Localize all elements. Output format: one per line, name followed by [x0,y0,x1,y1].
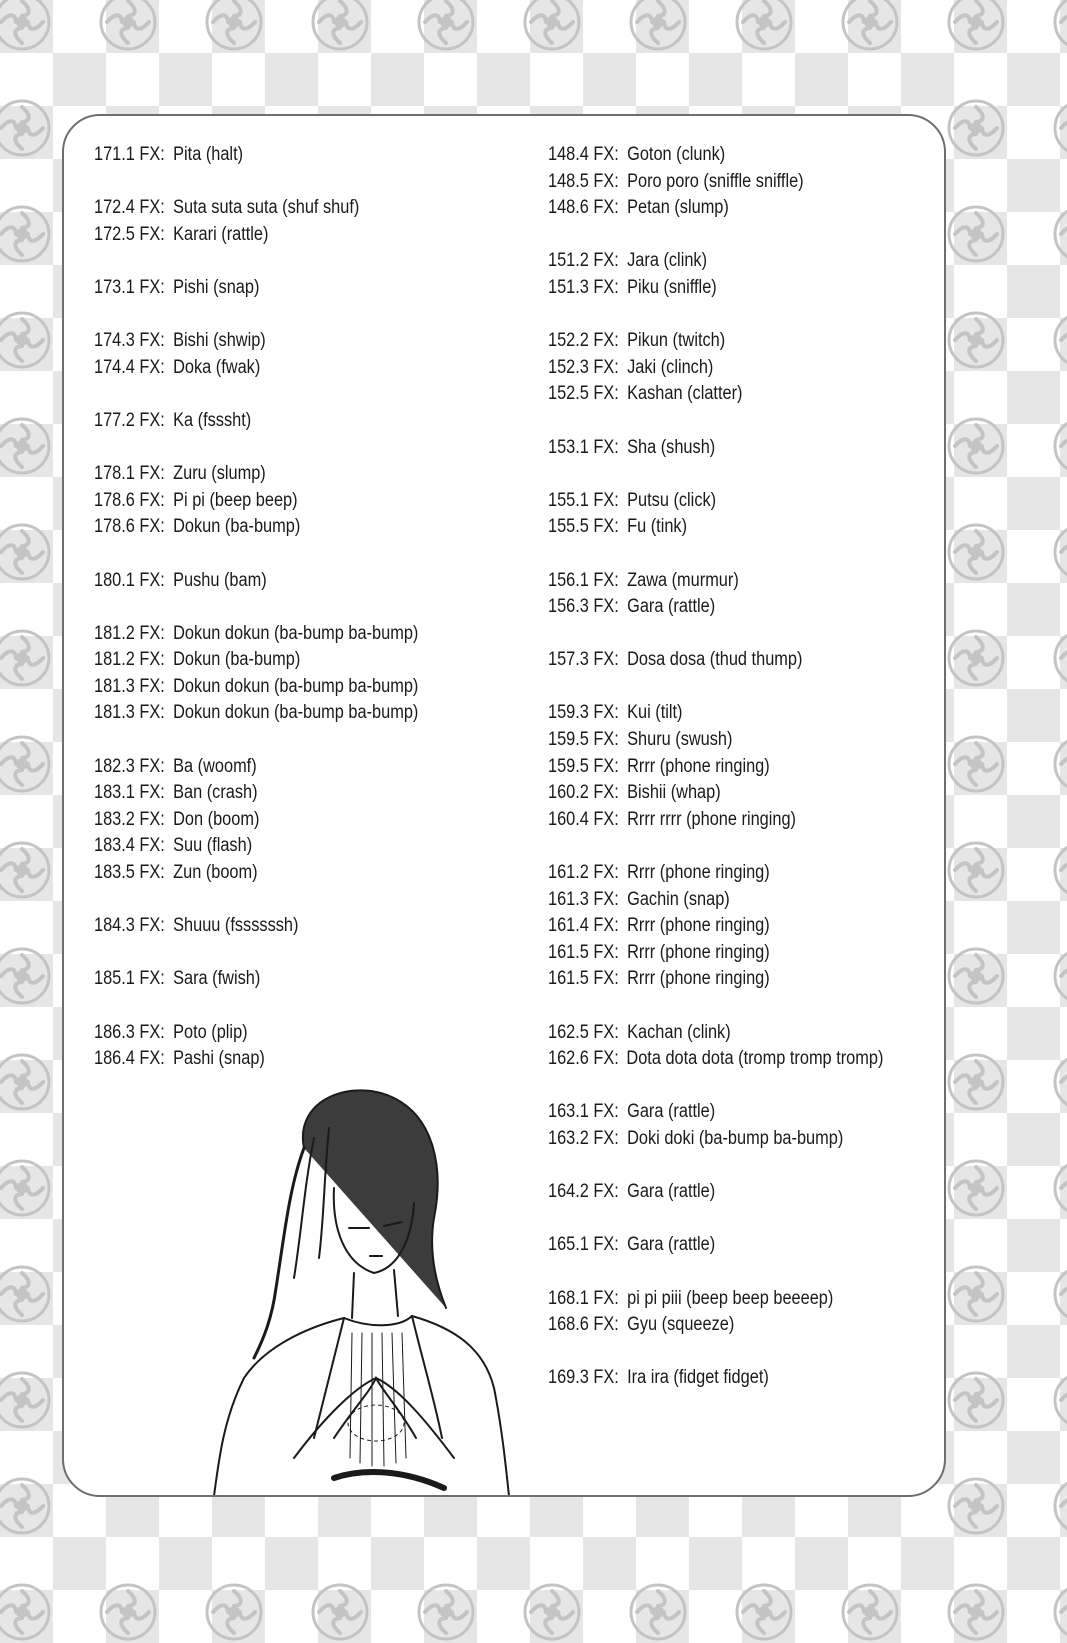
sfx-text: Ba (woomf) [173,755,257,777]
sfx-page-ref: 161.5 FX: [548,941,619,963]
sfx-group [548,1232,938,1259]
sfx-entry [548,1020,883,1047]
sfx-page-ref: 165.1 FX: [548,1234,619,1256]
sfx-page-ref: 156.1 FX: [548,569,619,591]
sfx-entry [548,780,883,807]
sfx-entry [94,222,455,249]
sfx-entry [548,169,883,196]
sfx-text: Rrrr (phone ringing) [627,862,770,884]
sfx-text: Pashi (snap) [173,1048,265,1070]
sfx-text: Jaki (clinch) [627,356,714,378]
sfx-entry [94,966,455,993]
crest-icon [97,0,159,53]
sfx-page-ref: 172.4 FX: [94,197,165,219]
sfx-group [548,1286,938,1339]
sfx-page-ref: 168.1 FX: [548,1287,619,1309]
sfx-text: Gyu (squeeze) [627,1314,735,1336]
sfx-group [548,488,938,541]
sfx-text: Kashan (clatter) [627,383,743,405]
crest-icon [1051,97,1067,159]
sfx-page-ref: 163.2 FX: [548,1127,619,1149]
crest-icon [1051,839,1067,901]
sfx-page-ref: 169.3 FX: [548,1367,619,1389]
sfx-text: Suta suta suta (shuf shuf) [173,197,360,219]
crest-icon [945,945,1007,1007]
sfx-group [94,966,514,993]
sfx-group [94,461,514,541]
crest-icon [733,1581,795,1643]
sfx-text: Zuru (slump) [173,463,266,485]
sfx-page-ref: 161.5 FX: [548,968,619,990]
sfx-page-ref: 159.5 FX: [548,729,619,751]
left-column [94,142,514,1099]
crest-icon [415,0,477,53]
sfx-text: Fu (tink) [627,516,688,538]
sfx-group [94,621,514,727]
sfx-page-ref: 183.1 FX: [94,782,165,804]
crest-icon [0,1051,53,1113]
crest-icon [839,0,901,53]
sfx-text: Sha (shush) [627,436,716,458]
crest-icon [945,1157,1007,1219]
sfx-text: Gara (rattle) [627,1101,716,1123]
sfx-entry [548,381,883,408]
sfx-entry [548,142,883,169]
sfx-text: Suu (flash) [173,835,253,857]
sfx-page-ref: 163.1 FX: [548,1101,619,1123]
crest-icon [945,627,1007,689]
crest-icon [0,1581,53,1643]
sfx-entry [94,488,455,515]
sfx-text: Gara (rattle) [627,596,716,618]
sfx-page-ref: 178.6 FX: [94,516,165,538]
crest-icon [1051,733,1067,795]
sfx-entry [548,807,883,834]
sfx-page-ref: 178.1 FX: [94,463,165,485]
sfx-entry [548,594,883,621]
sfx-page-ref: 155.5 FX: [548,516,619,538]
crest-icon [309,1581,371,1643]
sfx-group [548,328,938,408]
sfx-group [94,195,514,248]
sfx-page-ref: 186.3 FX: [94,1021,165,1043]
crest-icon [945,97,1007,159]
sfx-page-ref: 185.1 FX: [94,968,165,990]
crest-icon [945,521,1007,583]
sfx-page-ref: 181.3 FX: [94,702,165,724]
crest-icon [0,521,53,583]
sfx-entry [548,328,883,355]
sfx-page-ref: 160.2 FX: [548,782,619,804]
sfx-page-ref: 157.3 FX: [548,649,619,671]
sfx-entry [548,435,883,462]
sfx-entry [94,807,455,834]
sfx-text: Poro poro (sniffle sniffle) [627,170,804,192]
sfx-entry [548,647,883,674]
sfx-page-ref: 152.5 FX: [548,383,619,405]
sfx-text: Doki doki (ba-bump ba-bump) [627,1127,844,1149]
sfx-text: Rrrr (phone ringing) [627,755,770,777]
sfx-group [94,1020,514,1073]
sfx-page-ref: 152.3 FX: [548,356,619,378]
crest-icon [203,1581,265,1643]
crest-icon [0,415,53,477]
sfx-text: Dokun (ba-bump) [173,649,301,671]
right-column [548,142,938,1419]
sfx-page-ref: 155.1 FX: [548,489,619,511]
sfx-entry [94,355,455,382]
sfx-entry [94,408,455,435]
sfx-entry [94,568,455,595]
sfx-entry [548,940,883,967]
sfx-entry [94,328,455,355]
sfx-text: Pushu (bam) [173,569,267,591]
crest-icon [733,0,795,53]
crest-icon [1051,627,1067,689]
sfx-text: Petan (slump) [627,197,729,219]
crest-icon [0,97,53,159]
sfx-text: Ira ira (fidget fidget) [627,1367,769,1389]
sfx-entry [548,913,883,940]
sfx-group [548,1365,938,1392]
sfx-entry [548,1286,883,1313]
sfx-entry [548,568,883,595]
sfx-entry [94,1020,455,1047]
crest-icon [627,1581,689,1643]
crest-icon [0,1263,53,1325]
sfx-group [94,408,514,435]
crest-icon [1051,945,1067,1007]
sfx-entry [94,461,455,488]
sfx-text: Kachan (clink) [627,1021,731,1043]
sfx-page-ref: 156.3 FX: [548,596,619,618]
sfx-group [548,1179,938,1206]
sfx-page-ref: 177.2 FX: [94,409,165,431]
sfx-page-ref: 148.5 FX: [548,170,619,192]
sfx-group [94,142,514,169]
sfx-entry [94,754,455,781]
crest-icon [521,0,583,53]
sfx-text: Dosa dosa (thud thump) [627,649,803,671]
sfx-text: Rrrr (phone ringing) [627,941,770,963]
sfx-page-ref: 183.5 FX: [94,862,165,884]
crest-icon [839,1581,901,1643]
sfx-entry [94,700,455,727]
sfx-group [548,1099,938,1152]
sfx-entry [548,966,883,993]
crest-icon [0,839,53,901]
sfx-entry [548,355,883,382]
sfx-entry [94,860,455,887]
crest-icon [0,1369,53,1431]
sfx-page-ref: 148.6 FX: [548,197,619,219]
crest-icon [945,0,1007,53]
sfx-text: Kui (tilt) [627,702,683,724]
sfx-group [548,435,938,462]
sfx-text: Jara (clink) [627,250,708,272]
sfx-text: Pishi (snap) [173,276,260,298]
sfx-page-ref: 153.1 FX: [548,436,619,458]
sfx-entry [94,913,455,940]
crest-icon [521,1581,583,1643]
sfx-text: pi pi piii (beep beep beeeep) [627,1287,834,1309]
crest-icon [0,627,53,689]
sfx-entry [548,1126,883,1153]
sfx-text: Zun (boom) [173,862,258,884]
sfx-entry [94,833,455,860]
sfx-page-ref: 181.2 FX: [94,649,165,671]
sfx-page-ref: 172.5 FX: [94,223,165,245]
crest-icon [945,733,1007,795]
crest-icon [0,1475,53,1537]
sfx-text: Piku (sniffle) [627,276,717,298]
sfx-entry [548,1099,883,1126]
crest-icon [1051,415,1067,477]
sfx-entry [548,1312,883,1339]
sfx-page-ref: 161.4 FX: [548,915,619,937]
sfx-entry [548,860,883,887]
sfx-entry [548,700,883,727]
sfx-entry [94,142,455,169]
crest-icon [945,1475,1007,1537]
crest-icon [0,945,53,1007]
sfx-page-ref: 161.2 FX: [548,862,619,884]
sfx-text: Ka (fsssht) [173,409,252,431]
sfx-text: Gara (rattle) [627,1234,716,1256]
crest-icon [1051,203,1067,265]
sfx-entry [548,754,883,781]
sfx-text: Doka (fwak) [173,356,261,378]
crest-icon [945,203,1007,265]
sfx-page-ref: 181.3 FX: [94,675,165,697]
crest-icon [309,0,371,53]
sfx-group [548,142,938,222]
sfx-entry [548,514,883,541]
crest-icon [945,1051,1007,1113]
sfx-entry [94,647,455,674]
sfx-entry [548,727,883,754]
sfx-text: Bishii (whap) [627,782,721,804]
sfx-text: Don (boom) [173,808,260,830]
sfx-entry [548,1179,883,1206]
crest-icon [0,203,53,265]
sfx-page-ref: 159.3 FX: [548,702,619,724]
crest-icon [97,1581,159,1643]
sfx-page-ref: 181.2 FX: [94,622,165,644]
sfx-entry [548,275,883,302]
sfx-group [548,700,938,833]
sfx-text: Pita (halt) [173,144,244,165]
sfx-page-ref: 171.1 FX: [94,144,165,165]
crest-icon [1051,1581,1067,1643]
sfx-text: Dota dota dota (tromp tromp tromp) [626,1048,884,1070]
crest-icon [1051,1051,1067,1113]
crest-icon [0,1157,53,1219]
sfx-entry [548,1046,883,1073]
sfx-group [548,860,938,993]
sfx-page-ref: 180.1 FX: [94,569,165,591]
sfx-group [548,568,938,621]
sfx-text: Rrrr rrrr (phone ringing) [627,808,797,830]
sfx-text: Pi pi (beep beep) [173,489,298,511]
sfx-page-ref: 174.4 FX: [94,356,165,378]
sfx-page-ref: 151.2 FX: [548,250,619,272]
crest-icon [1051,0,1067,53]
sfx-entry [94,514,455,541]
sfx-page-ref: 186.4 FX: [94,1048,165,1070]
sfx-entry [548,1365,883,1392]
crest-icon [0,0,53,53]
sfx-text: Shuuu (fssssssh) [173,915,299,937]
crest-icon [203,0,265,53]
sfx-text: Dokun dokun (ba-bump ba-bump) [173,702,419,724]
sfx-group [94,328,514,381]
sfx-text: Poto (plip) [173,1021,248,1043]
sfx-text: Putsu (click) [627,489,717,511]
sfx-glossary-panel [62,114,946,1497]
sfx-text: Rrrr (phone ringing) [627,915,770,937]
sfx-page-ref: 164.2 FX: [548,1181,619,1203]
crest-icon [1051,1369,1067,1431]
sfx-entry [94,275,455,302]
sfx-group [94,568,514,595]
sfx-entry [548,195,883,222]
crest-icon [945,1581,1007,1643]
crest-icon [945,309,1007,371]
crest-icon [945,415,1007,477]
sfx-entry [94,195,455,222]
sfx-entry [548,248,883,275]
sfx-text: Dokun (ba-bump) [173,516,301,538]
sfx-text: Ban (crash) [173,782,258,804]
crest-icon [1051,1263,1067,1325]
character-illustration [184,1078,524,1496]
sfx-entry [94,780,455,807]
sfx-text: Sara (fwish) [173,968,261,990]
crest-icon [945,1263,1007,1325]
sfx-text: Pikun (twitch) [627,330,726,352]
sfx-entry [548,488,883,515]
sfx-entry [548,887,883,914]
sfx-page-ref: 184.3 FX: [94,915,165,937]
crest-icon [415,1581,477,1643]
crest-icon [1051,1157,1067,1219]
sfx-text: Gachin (snap) [627,888,730,910]
sfx-page-ref: 152.2 FX: [548,330,619,352]
sfx-text: Zawa (murmur) [627,569,739,591]
sfx-text: Dokun dokun (ba-bump ba-bump) [173,622,419,644]
sfx-page-ref: 183.2 FX: [94,808,165,830]
sfx-page-ref: 148.4 FX: [548,144,619,165]
sfx-page-ref: 173.1 FX: [94,276,165,298]
crest-icon [1051,309,1067,371]
sfx-group [548,248,938,301]
sfx-entry [548,1232,883,1259]
crest-icon [945,839,1007,901]
sfx-entry [94,674,455,701]
sfx-page-ref: 162.5 FX: [548,1021,619,1043]
sfx-page-ref: 162.6 FX: [548,1048,619,1070]
sfx-page-ref: 178.6 FX: [94,489,165,511]
sfx-page-ref: 160.4 FX: [548,808,619,830]
sfx-page-ref: 182.3 FX: [94,755,165,777]
sfx-page-ref: 168.6 FX: [548,1314,619,1336]
sfx-page-ref: 183.4 FX: [94,835,165,857]
sfx-text: Gara (rattle) [627,1181,716,1203]
sfx-text: Bishi (shwip) [173,330,266,352]
sfx-group [94,754,514,887]
sfx-text: Rrrr (phone ringing) [627,968,770,990]
sfx-group [94,275,514,302]
crest-icon [0,733,53,795]
sfx-page-ref: 159.5 FX: [548,755,619,777]
crest-icon [1051,521,1067,583]
sfx-text: Karari (rattle) [173,223,269,245]
sfx-entry [94,621,455,648]
sfx-text: Goton (clunk) [627,144,726,165]
sfx-group [548,1020,938,1073]
sfx-page-ref: 151.3 FX: [548,276,619,298]
sfx-text: Dokun dokun (ba-bump ba-bump) [173,675,419,697]
sfx-group [548,647,938,674]
sfx-group [94,913,514,940]
sfx-entry [94,1046,455,1073]
sfx-page-ref: 161.3 FX: [548,888,619,910]
crest-icon [627,0,689,53]
sfx-page-ref: 174.3 FX: [94,330,165,352]
crest-icon [1051,1475,1067,1537]
sfx-text: Shuru (swush) [627,729,733,751]
crest-icon [945,1369,1007,1431]
crest-icon [0,309,53,371]
